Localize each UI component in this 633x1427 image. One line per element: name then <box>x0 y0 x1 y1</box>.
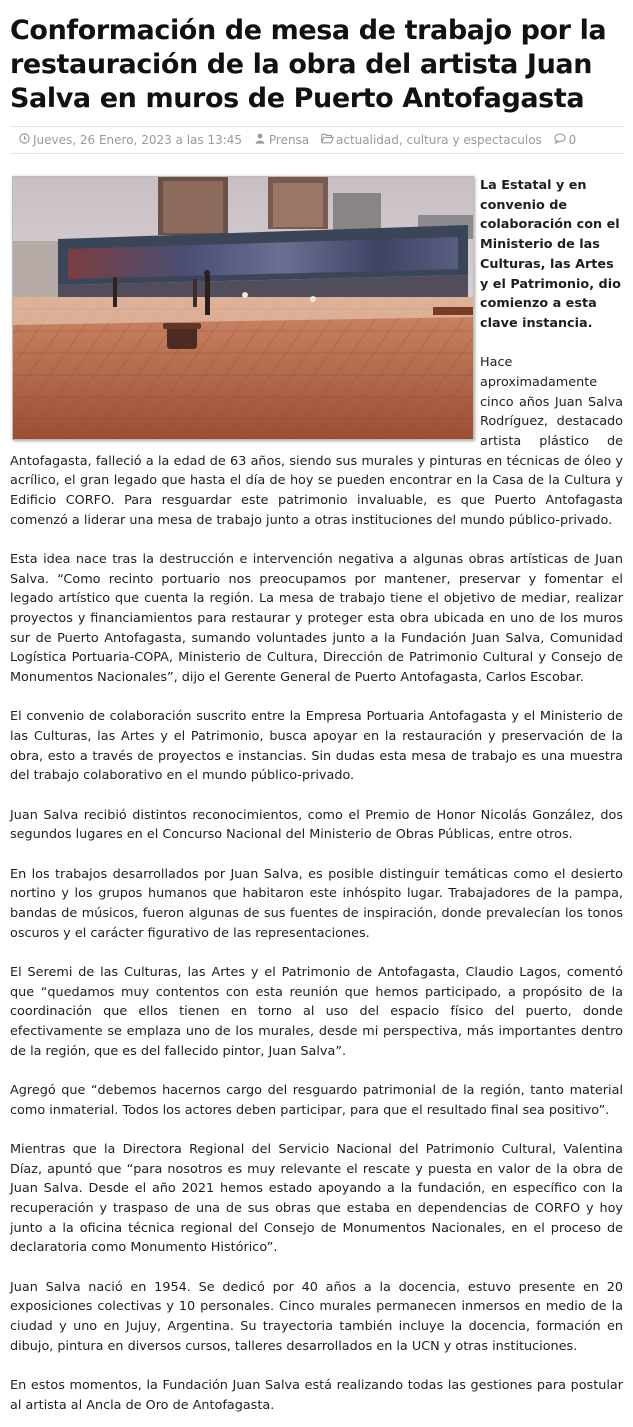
meta-date <box>18 133 246 147</box>
article-meta <box>10 126 623 154</box>
meta-comments-count[interactable]: 0 <box>568 133 577 147</box>
mural-photo <box>12 176 474 440</box>
article-paragraph: Juan Salva recibió distintos reconocimientos, como el Premio de Honor Nicolás González, dos segundos lugares en el Concurso Nacional del Ministerio de Obras Públicas, entre otros. <box>10 807 623 843</box>
meta-comments[interactable] <box>554 133 577 147</box>
article-paragraph: Esta idea nace tras la destrucción e intervención negativa a algunas obras artísticas de Juan Salva. “Como recinto portuario nos preocupamos por mantener, preservar y fomentar el legado artístico que cuenta la región. La mesa de trabajo tiene el objetivo de mediar, realizar proyectos y financiamientos para restaurar y proteger esta obra ubicada en uno de los muros sur de Puerto Antofagasta, sumando voluntades junto a la Fundación Juan Salva, Comunidad Logística Portuaria-COPA, Ministerio de Cultura, Dirección de Patrimonio Cultural y Consejo de Monumentos Nacionales”, dijo el Gerente General de Puerto Antofagasta, Carlos Escobar. <box>10 551 623 686</box>
clock-icon <box>18 133 30 147</box>
article-paragraph: Agregó que “debemos hacernos cargo del resguardo patrimonial de la región, tanto material como inmaterial. Todos los actores deben participar, para que el resultado final sea positivo”. <box>10 1082 623 1118</box>
article-paragraph: En estos momentos, la Fundación Juan Salva está realizando todas las gestiones para postular al artista al Ancla de Oro de Antofagasta. <box>10 1377 623 1413</box>
meta-date-text: Jueves, 26 Enero, 2023 a las 13:45 <box>33 133 243 147</box>
article-paragraph: Mientras que la Directora Regional del Servicio Nacional del Patrimonio Cultural, Valentina Díaz, apuntó que “para nosotros es muy relevante el rescate y puesta en valor de la obra de Juan Salva. Desde el año 2021 hemos estado apoyando a la fundación, en específico con la recuperación y traspaso de una de sus obras que estaba en dependencias de CORFO y hoy junto a la oficina técnica regional del Consejo de Monumentos Nacionales, en el proceso de declaratoria como Monumento Histórico”. <box>10 1141 623 1256</box>
article-paragraph: Juan Salva nació en 1954. Se dedicó por 40 años a la docencia, estuvo presente en 20 exposiciones colectivas y 10 personales. Cinco murales permanecen inmersos en medio de la ciudad y uno en Jujuy, Argentina. Su trayectoria también incluye la docencia, formación en dibujo, pintura en diversos cursos, talleres desarrollados en la UCN y otras instituciones. <box>10 1279 623 1354</box>
meta-categories[interactable] <box>321 133 546 147</box>
mural-photo-image <box>13 177 473 439</box>
comment-icon <box>554 133 566 147</box>
folder-open-icon <box>321 133 333 147</box>
article-paragraph: Hace aproximadamente cinco años Juan Salva Rodríguez, destacado artista plástico de Antofagasta, falleció a la edad de 63 años, siendo sus murales y pinturas en técnicas de óleo y acrílico, el gran legado que hasta el día de hoy se pueden encontrar en la Casa de la Cultura y Edificio CORFO. Para resguardar este patrimonio invaluable, es que Puerto Antofagasta comenzó a liderar una mesa de trabajo junto a otras instituciones del mundo público-privado. <box>10 355 623 528</box>
meta-author-link[interactable]: Prensa <box>268 133 310 147</box>
article-paragraph: El convenio de colaboración suscrito entre la Empresa Portuaria Antofagasta y el Ministerio de las Culturas, las Artes y el Patrimonio, busca apoyar en la restauración y preservación de la obra, esto a través de proyectos e instancias. Sin dudas esta mesa de trabajo es una muestra del trabajo colaborativo en el mundo público-privado. <box>10 709 623 784</box>
article-paragraph: En los trabajos desarrollados por Juan Salva, es posible distinguir temáticas como el desierto nortino y los grupos humanos que habitaron este inhóspito lugar. Trabajadores de la pampa, bandas de músicos, fueron algunas de sus fuentes de inspiración, donde prevalecían los tonos oscuros y el carácter figurativo de las representaciones. <box>10 866 623 941</box>
article-paragraph: El Seremi de las Culturas, las Artes y el Patrimonio de Antofagasta, Claudio Lagos, comentó que “quedamos muy contentos con esta reunión que hemos participado, a propósito de la coordinación que ellos tienen en torno al uso del espacio físico del puerto, donde efectivamente se emplaza uno de los murales, desde mi perspectiva, más importantes dentro de la región, que es del fallecido pintor, Juan Salva”. <box>10 964 623 1059</box>
meta-author[interactable] <box>254 133 313 147</box>
article-lead: La Estatal y en convenio de colaboración con el Ministerio de las Culturas, las Artes y el Patrimonio, dio comienzo a esta clave instancia. <box>480 178 621 331</box>
article-title: Conformación de mesa de trabajo por la restauración de la obra del artista Juan Salva en muros de Puerto Antofagasta <box>10 15 607 114</box>
user-icon <box>254 133 266 147</box>
article-body <box>10 176 623 1415</box>
meta-categories-link[interactable]: actualidad, cultura y espectaculos <box>336 133 542 147</box>
